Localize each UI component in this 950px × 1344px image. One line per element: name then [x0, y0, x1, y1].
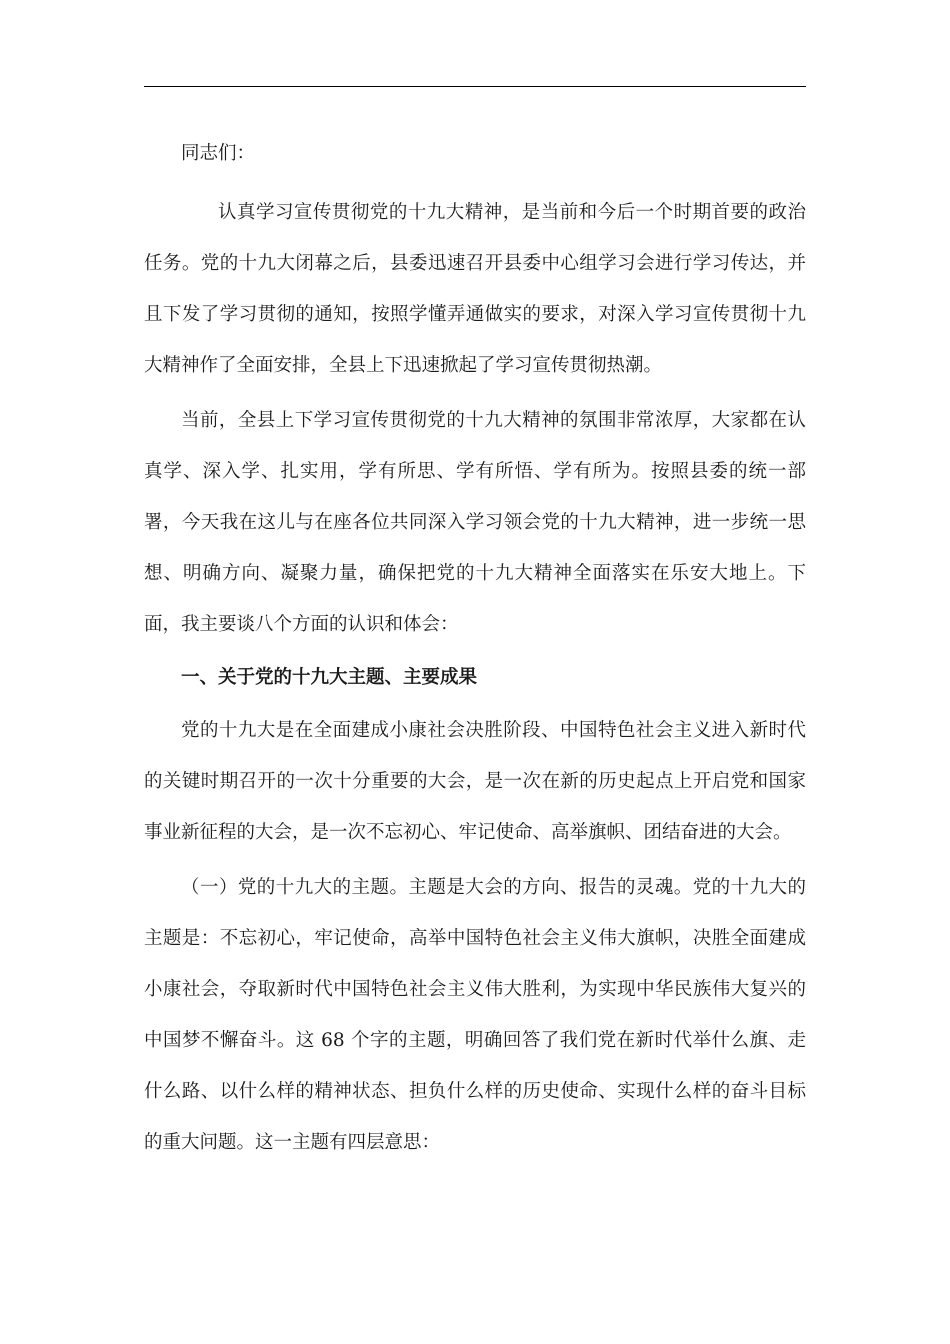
paragraph-congress-theme: （一）党的十九大的主题。主题是大会的方向、报告的灵魂。党的十九大的主题是：不忘初心，牢记使命，高举中国特色社会主义伟大旗帜，决胜全面建成小康社会，夺取新时代中国特色社会主义伟大胜利，为实现中华民族伟大复兴的中国梦不懈奋斗。这 68 个字的主题，明确回答了我们党在新时代举什么旗、走什么路、以什么样的精神状态、担负什么样的历史使命、实现什么样的奋斗目标的重大问题。这一主题有四层意思：: [144, 877, 806, 1153]
section-heading: 一、关于党的十九大主题、主要成果: [181, 667, 478, 688]
document-body: [144, 128, 806, 1168]
paragraph-intro: 认真学习宣传贯彻党的十九大精神，是当前和今后一个时期首要的政治任务。党的十九大闭幕之后，县委迅速召开县委中心组学习会进行学习传达，并且下发了学习贯彻的通知，按照学懂弄通做实的要求，对深入学习宣传贯彻十九大精神作了全面安排，全县上下迅速掀起了学习宣传贯彻热潮。: [144, 202, 806, 376]
salutation: 同志们：: [181, 143, 256, 164]
paragraph-current-situation: 当前，全县上下学习宣传贯彻党的十九大精神的氛围非常浓厚，大家都在认真学、深入学、扎实用，学有所思、学有所悟、学有所为。按照县委的统一部署，今天我在这儿与在座各位共同深入学习领会党的十九大精神，进一步统一思想、明确方向、凝聚力量，确保把党的十九大精神全面落实在乐安大地上。下面，我主要谈八个方面的认识和体会：: [144, 410, 806, 635]
paragraph-congress-overview: 党的十九大是在全面建成小康社会决胜阶段、中国特色社会主义进入新时代的关键时期召开的一次十分重要的大会，是一次在新的历史起点上开启党和国家事业新征程的大会，是一次不忘初心、牢记使命、高举旗帜、团结奋进的大会。: [144, 720, 806, 843]
header-rule: [144, 86, 806, 87]
